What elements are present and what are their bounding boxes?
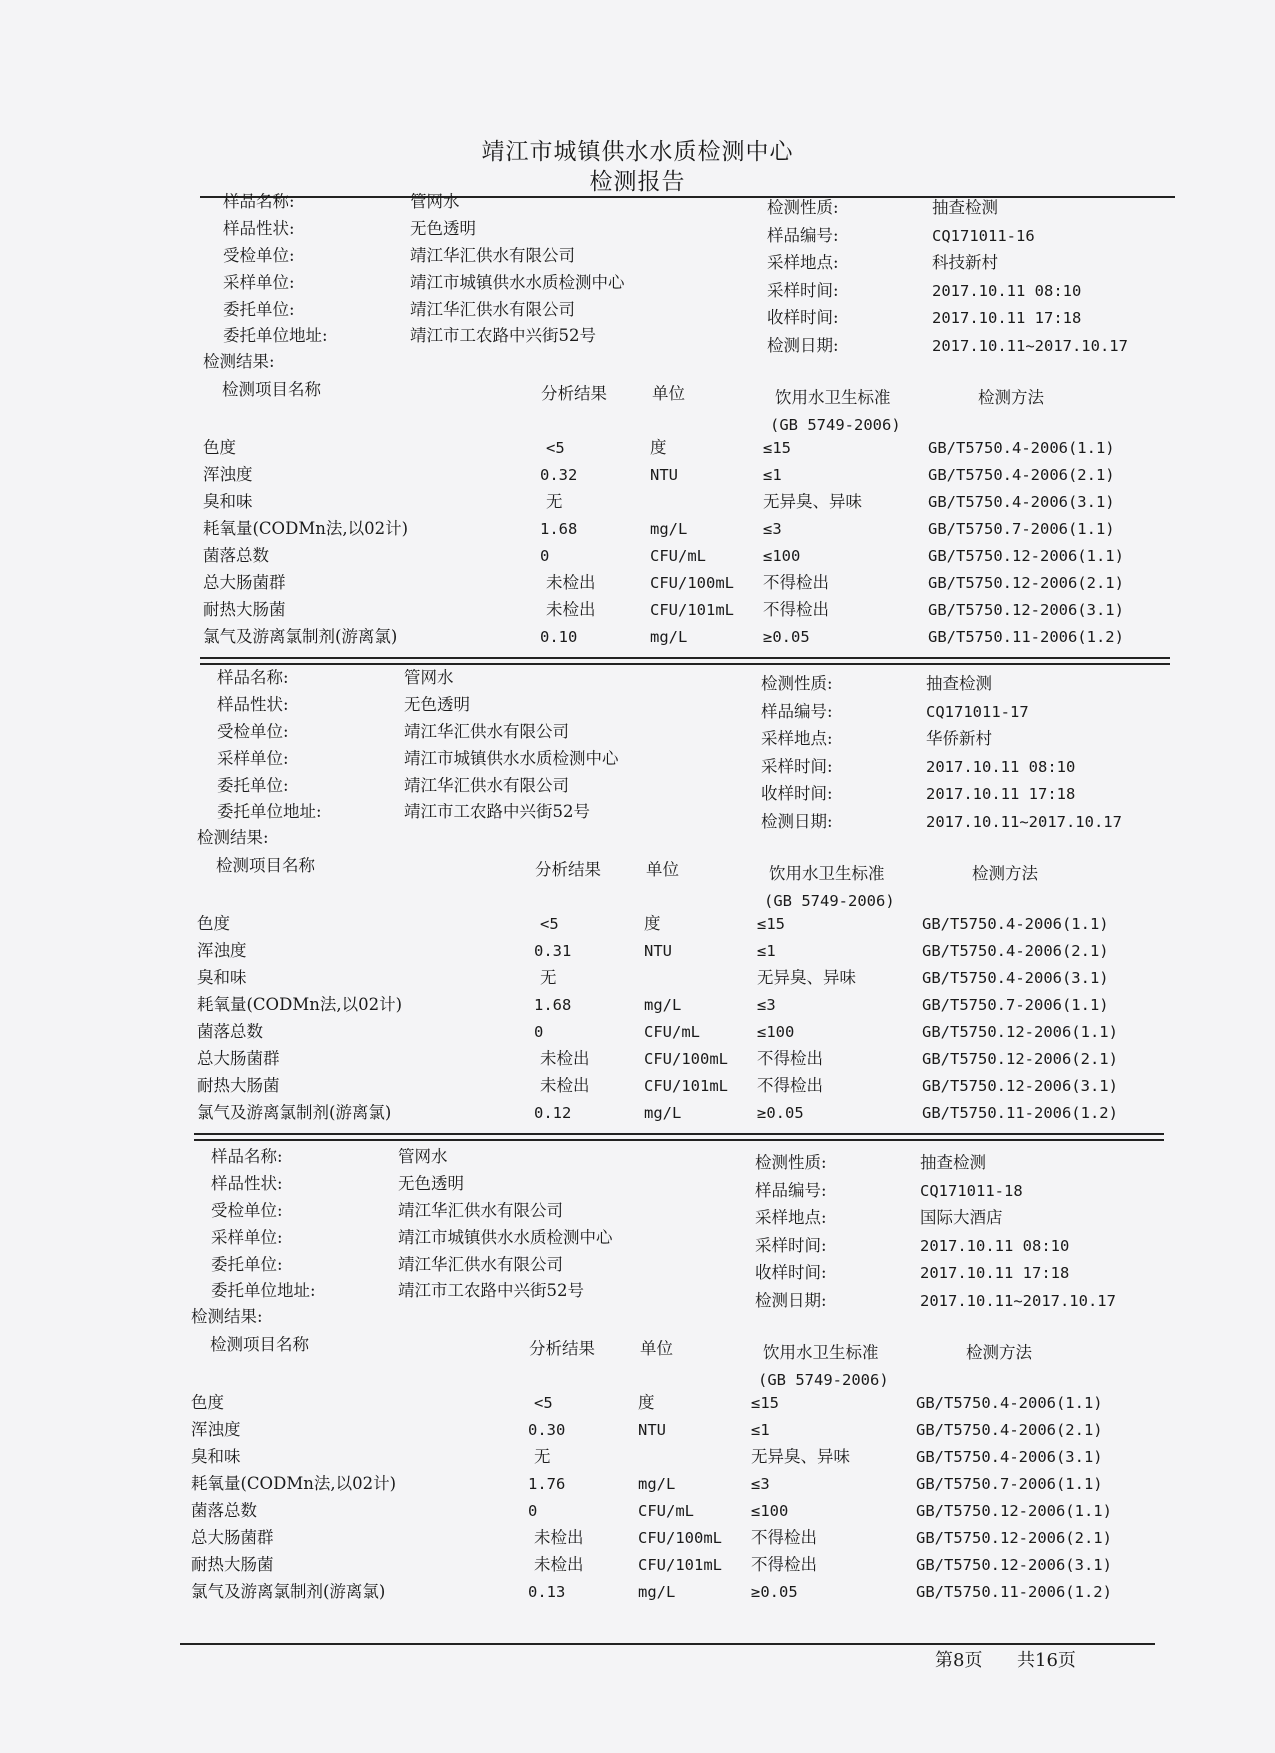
col-item-header: 检测项目名称: [210, 1335, 309, 1354]
sample-state-value: 无色透明: [410, 219, 476, 238]
col-standard-header: 饮用水卫生标准: [763, 1343, 879, 1362]
row-result-value: 0.13: [528, 1583, 566, 1601]
row-unit: mg/L: [650, 520, 688, 538]
row-standard: 不得检出: [751, 1555, 817, 1574]
sampling-time-value: 2017.10.11 08:10: [920, 1237, 1070, 1255]
row-result-value: 无: [534, 1447, 551, 1466]
row-standard: ≥0.05: [763, 628, 810, 646]
test-date-value: 2017.10.11~2017.10.17: [920, 1292, 1116, 1310]
row-unit: 度: [638, 1393, 655, 1412]
sampling-unit-value: 靖江市城镇供水水质检测中心: [398, 1228, 613, 1247]
row-unit: mg/L: [650, 628, 688, 646]
receiving-time-value: 2017.10.11 17:18: [926, 785, 1076, 803]
section-rule: [194, 1133, 1164, 1135]
row-method: GB/T5750.4-2006(3.1): [928, 493, 1115, 511]
client-unit-label: 委托单位:: [223, 300, 295, 319]
sampling-unit-value: 靖江市城镇供水水质检测中心: [410, 273, 625, 292]
row-standard: ≤3: [763, 520, 782, 538]
col-result-header: 分析结果: [535, 860, 601, 879]
test-date-label: 检测日期:: [755, 1291, 827, 1310]
row-standard: ≥0.05: [751, 1583, 798, 1601]
row-standard: ≤15: [763, 439, 791, 457]
row-method: GB/T5750.7-2006(1.1): [916, 1475, 1103, 1493]
row-method: GB/T5750.11-2006(1.2): [928, 628, 1124, 646]
row-method: GB/T5750.4-2006(2.1): [922, 942, 1109, 960]
row-standard: ≤100: [763, 547, 801, 565]
col-standard-sub-header: (GB 5749-2006): [764, 892, 895, 910]
col-standard-header: 饮用水卫生标准: [775, 388, 891, 407]
test-nature-value: 抽查检测: [932, 198, 998, 217]
sample-name-value: 管网水: [410, 192, 460, 211]
sampling-time-value: 2017.10.11 08:10: [932, 282, 1082, 300]
sample-name-label: 样品名称:: [223, 192, 295, 211]
row-result-value: 0: [534, 1023, 544, 1041]
test-date-label: 检测日期:: [767, 336, 839, 355]
row-result-value: 0.10: [540, 628, 578, 646]
row-method: GB/T5750.4-2006(1.1): [928, 439, 1115, 457]
client-address-label: 委托单位地址:: [217, 802, 322, 821]
sampling-unit-label: 采样单位:: [211, 1228, 283, 1247]
row-unit: CFU/mL: [650, 547, 706, 565]
row-method: GB/T5750.7-2006(1.1): [922, 996, 1109, 1014]
client-unit-label: 委托单位:: [211, 1255, 283, 1274]
row-item-name: 耐热大肠菌: [203, 600, 286, 619]
row-item-name: 氯气及游离氯制剂(游离氯): [197, 1103, 392, 1122]
sample-section: [0, 666, 1269, 1146]
row-unit: CFU/mL: [638, 1502, 694, 1520]
test-nature-label: 检测性质:: [767, 198, 839, 217]
row-unit: CFU/101mL: [650, 601, 734, 619]
row-standard: ≤100: [757, 1023, 795, 1041]
sample-state-value: 无色透明: [398, 1174, 464, 1193]
page-total: 共16页: [1017, 1650, 1076, 1671]
row-result-value: <5: [534, 1394, 553, 1412]
row-standard: ≤1: [763, 466, 782, 484]
sample-no-value: CQ171011-17: [926, 703, 1029, 721]
sampling-time-label: 采样时间:: [755, 1236, 827, 1255]
col-item-header: 检测项目名称: [222, 380, 321, 399]
sample-section: [0, 1145, 1263, 1625]
row-method: GB/T5750.4-2006(2.1): [916, 1421, 1103, 1439]
row-item-name: 菌落总数: [197, 1022, 263, 1041]
row-result-value: 0.30: [528, 1421, 566, 1439]
test-date-value: 2017.10.11~2017.10.17: [926, 813, 1122, 831]
row-result-value: 未检出: [546, 573, 596, 592]
sampling-unit-label: 采样单位:: [217, 749, 289, 768]
row-standard: 无异臭、异味: [757, 968, 856, 987]
row-method: GB/T5750.4-2006(3.1): [922, 969, 1109, 987]
report-org-title: 靖江市城镇供水水质检测中心: [481, 139, 794, 165]
sampling-site-value: 国际大酒店: [920, 1208, 1003, 1227]
inspected-unit-value: 靖江华汇供水有限公司: [404, 722, 569, 741]
row-result-value: 1.68: [534, 996, 572, 1014]
row-standard: 不得检出: [763, 600, 829, 619]
row-unit: NTU: [644, 942, 672, 960]
sampling-site-label: 采样地点:: [755, 1208, 827, 1227]
test-nature-label: 检测性质:: [755, 1153, 827, 1172]
col-result-header: 分析结果: [529, 1339, 595, 1358]
test-nature-value: 抽查检测: [920, 1153, 986, 1172]
row-standard: 无异臭、异味: [751, 1447, 850, 1466]
row-result-value: 未检出: [534, 1528, 584, 1547]
sample-state-value: 无色透明: [404, 695, 470, 714]
row-item-name: 浑浊度: [191, 1420, 241, 1439]
row-standard: 不得检出: [751, 1528, 817, 1547]
row-item-name: 总大肠菌群: [197, 1049, 280, 1068]
row-method: GB/T5750.12-2006(1.1): [928, 547, 1124, 565]
row-result-value: 0.31: [534, 942, 572, 960]
row-result-value: 1.76: [528, 1475, 566, 1493]
row-unit: NTU: [650, 466, 678, 484]
page-number: 第8页: [935, 1650, 983, 1671]
results-label: 检测结果:: [191, 1307, 263, 1326]
sample-section: [0, 190, 1275, 670]
row-unit: CFU/100mL: [650, 574, 734, 592]
inspected-unit-value: 靖江华汇供水有限公司: [410, 246, 575, 265]
test-nature-label: 检测性质:: [761, 674, 833, 693]
row-method: GB/T5750.4-2006(2.1): [928, 466, 1115, 484]
row-standard: ≤3: [757, 996, 776, 1014]
row-unit: CFU/100mL: [644, 1050, 728, 1068]
row-item-name: 菌落总数: [203, 546, 269, 565]
row-result-value: 未检出: [540, 1076, 590, 1095]
row-standard: ≤1: [757, 942, 776, 960]
receiving-time-label: 收样时间:: [767, 308, 839, 327]
sample-name-value: 管网水: [398, 1147, 448, 1166]
row-standard: 不得检出: [757, 1049, 823, 1068]
sampling-time-value: 2017.10.11 08:10: [926, 758, 1076, 776]
row-method: GB/T5750.12-2006(3.1): [922, 1077, 1118, 1095]
row-unit: mg/L: [644, 1104, 682, 1122]
row-unit: CFU/100mL: [638, 1529, 722, 1547]
row-result-value: 0.32: [540, 466, 578, 484]
sampling-site-value: 科技新村: [932, 253, 998, 272]
section-rule: [194, 1139, 1164, 1141]
sample-state-label: 样品性状:: [211, 1174, 283, 1193]
row-item-name: 耗氧量(CODMn法,以02计): [197, 995, 403, 1014]
row-unit: 度: [644, 914, 661, 933]
row-item-name: 氯气及游离氯制剂(游离氯): [203, 627, 398, 646]
row-method: GB/T5750.4-2006(1.1): [922, 915, 1109, 933]
client-address-value: 靖江市工农路中兴街52号: [398, 1281, 584, 1300]
inspected-unit-label: 受检单位:: [217, 722, 289, 741]
row-result-value: 0.12: [534, 1104, 572, 1122]
row-method: GB/T5750.4-2006(3.1): [916, 1448, 1103, 1466]
bottom-rule: [180, 1643, 1155, 1645]
row-standard: ≤15: [751, 1394, 779, 1412]
row-method: GB/T5750.12-2006(2.1): [916, 1529, 1112, 1547]
row-result-value: 无: [540, 968, 557, 987]
row-standard: ≤15: [757, 915, 785, 933]
sample-name-label: 样品名称:: [211, 1147, 283, 1166]
inspected-unit-label: 受检单位:: [211, 1201, 283, 1220]
row-unit: NTU: [638, 1421, 666, 1439]
row-item-name: 耗氧量(CODMn法,以02计): [191, 1474, 397, 1493]
row-result-value: 未检出: [546, 600, 596, 619]
row-item-name: 耗氧量(CODMn法,以02计): [203, 519, 409, 538]
inspected-unit-label: 受检单位:: [223, 246, 295, 265]
row-unit: CFU/101mL: [644, 1077, 728, 1095]
sampling-site-label: 采样地点:: [767, 253, 839, 272]
row-result-value: <5: [546, 439, 565, 457]
results-label: 检测结果:: [203, 352, 275, 371]
row-standard: ≤1: [751, 1421, 770, 1439]
row-result-value: <5: [540, 915, 559, 933]
sample-name-label: 样品名称:: [217, 668, 289, 687]
test-date-label: 检测日期:: [761, 812, 833, 831]
sample-no-label: 样品编号:: [755, 1181, 827, 1200]
client-address-label: 委托单位地址:: [211, 1281, 316, 1300]
row-standard: 不得检出: [763, 573, 829, 592]
sampling-site-label: 采样地点:: [761, 729, 833, 748]
row-item-name: 耐热大肠菌: [191, 1555, 274, 1574]
row-item-name: 臭和味: [203, 492, 253, 511]
sample-no-value: CQ171011-16: [932, 227, 1035, 245]
section-rule: [200, 663, 1170, 665]
col-method-header: 检测方法: [978, 388, 1044, 407]
sampling-time-label: 采样时间:: [761, 757, 833, 776]
col-method-header: 检测方法: [972, 864, 1038, 883]
col-standard-header: 饮用水卫生标准: [769, 864, 885, 883]
row-result-value: 0: [528, 1502, 538, 1520]
section-rule: [200, 657, 1170, 659]
sampling-time-label: 采样时间:: [767, 281, 839, 300]
row-standard: ≤3: [751, 1475, 770, 1493]
row-item-name: 总大肠菌群: [203, 573, 286, 592]
col-unit-header: 单位: [640, 1339, 673, 1358]
row-item-name: 色度: [197, 914, 230, 933]
row-method: GB/T5750.12-2006(3.1): [928, 601, 1124, 619]
row-item-name: 耐热大肠菌: [197, 1076, 280, 1095]
col-item-header: 检测项目名称: [216, 856, 315, 875]
row-standard: ≥0.05: [757, 1104, 804, 1122]
row-standard: 无异臭、异味: [763, 492, 862, 511]
row-standard: ≤100: [751, 1502, 789, 1520]
row-item-name: 臭和味: [191, 1447, 241, 1466]
row-method: GB/T5750.4-2006(1.1): [916, 1394, 1103, 1412]
results-label: 检测结果:: [197, 828, 269, 847]
sample-state-label: 样品性状:: [223, 219, 295, 238]
row-method: GB/T5750.12-2006(1.1): [916, 1502, 1112, 1520]
row-unit: mg/L: [644, 996, 682, 1014]
row-result-value: 0: [540, 547, 550, 565]
row-result-value: 未检出: [534, 1555, 584, 1574]
test-date-value: 2017.10.11~2017.10.17: [932, 337, 1128, 355]
sample-state-label: 样品性状:: [217, 695, 289, 714]
row-unit: mg/L: [638, 1583, 676, 1601]
receiving-time-value: 2017.10.11 17:18: [920, 1264, 1070, 1282]
client-unit-value: 靖江华汇供水有限公司: [410, 300, 575, 319]
report-title: 检测报告: [589, 169, 686, 195]
receiving-time-label: 收样时间:: [761, 784, 833, 803]
client-unit-value: 靖江华汇供水有限公司: [404, 776, 569, 795]
client-address-value: 靖江市工农路中兴街52号: [410, 326, 596, 345]
row-item-name: 色度: [191, 1393, 224, 1412]
client-unit-value: 靖江华汇供水有限公司: [398, 1255, 563, 1274]
col-result-header: 分析结果: [541, 384, 607, 403]
sample-name-value: 管网水: [404, 668, 454, 687]
row-unit: 度: [650, 438, 667, 457]
client-address-value: 靖江市工农路中兴街52号: [404, 802, 590, 821]
row-item-name: 浑浊度: [203, 465, 253, 484]
sampling-site-value: 华侨新村: [926, 729, 992, 748]
row-unit: mg/L: [638, 1475, 676, 1493]
receiving-time-label: 收样时间:: [755, 1263, 827, 1282]
row-method: GB/T5750.12-2006(1.1): [922, 1023, 1118, 1041]
col-standard-sub-header: (GB 5749-2006): [758, 1371, 889, 1389]
sample-no-label: 样品编号:: [767, 226, 839, 245]
row-result-value: 无: [546, 492, 563, 511]
row-unit: CFU/mL: [644, 1023, 700, 1041]
sample-no-value: CQ171011-18: [920, 1182, 1023, 1200]
row-unit: CFU/101mL: [638, 1556, 722, 1574]
receiving-time-value: 2017.10.11 17:18: [932, 309, 1082, 327]
row-method: GB/T5750.7-2006(1.1): [928, 520, 1115, 538]
row-item-name: 总大肠菌群: [191, 1528, 274, 1547]
row-item-name: 臭和味: [197, 968, 247, 987]
row-item-name: 浑浊度: [197, 941, 247, 960]
row-method: GB/T5750.12-2006(3.1): [916, 1556, 1112, 1574]
row-method: GB/T5750.11-2006(1.2): [916, 1583, 1112, 1601]
row-method: GB/T5750.12-2006(2.1): [922, 1050, 1118, 1068]
test-nature-value: 抽查检测: [926, 674, 992, 693]
inspected-unit-value: 靖江华汇供水有限公司: [398, 1201, 563, 1220]
row-result-value: 1.68: [540, 520, 578, 538]
row-item-name: 氯气及游离氯制剂(游离氯): [191, 1582, 386, 1601]
row-method: GB/T5750.11-2006(1.2): [922, 1104, 1118, 1122]
row-item-name: 菌落总数: [191, 1501, 257, 1520]
row-result-value: 未检出: [540, 1049, 590, 1068]
col-unit-header: 单位: [646, 860, 679, 879]
sampling-unit-value: 靖江市城镇供水水质检测中心: [404, 749, 619, 768]
client-address-label: 委托单位地址:: [223, 326, 328, 345]
col-unit-header: 单位: [652, 384, 685, 403]
sampling-unit-label: 采样单位:: [223, 273, 295, 292]
client-unit-label: 委托单位:: [217, 776, 289, 795]
row-method: GB/T5750.12-2006(2.1): [928, 574, 1124, 592]
row-standard: 不得检出: [757, 1076, 823, 1095]
col-standard-sub-header: (GB 5749-2006): [770, 416, 901, 434]
row-item-name: 色度: [203, 438, 236, 457]
sample-no-label: 样品编号:: [761, 702, 833, 721]
col-method-header: 检测方法: [966, 1343, 1032, 1362]
